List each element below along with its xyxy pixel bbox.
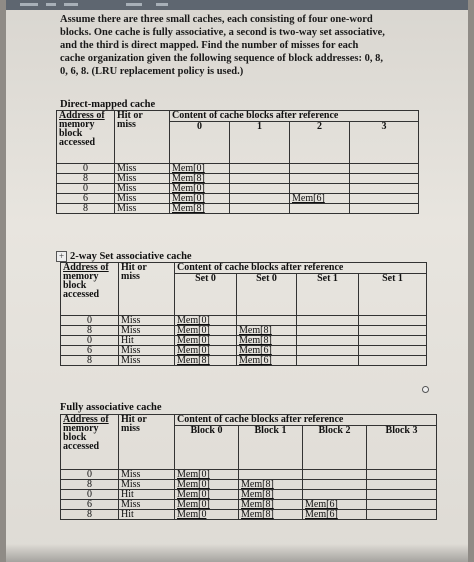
cache-block-cell <box>367 480 437 490</box>
column-label: Block 1 <box>239 426 303 470</box>
column-label: Block 0 <box>175 426 239 470</box>
header-line: accessed <box>63 441 100 452</box>
cache-block-cell <box>367 490 437 500</box>
top-toolbar <box>6 0 468 10</box>
toolbar-mark <box>20 3 38 6</box>
address-cell: 8 <box>61 480 119 490</box>
problem-line: cache organization given the following sequence of block addresses: 0, 8, <box>60 53 383 64</box>
move-handle-icon[interactable]: + <box>56 251 67 262</box>
cache-block-cell <box>297 316 359 326</box>
header-line: accessed <box>59 137 96 148</box>
address-cell: 0 <box>61 470 119 480</box>
header-line: miss <box>121 423 140 434</box>
header-line: Address of <box>63 414 109 425</box>
fully-associative-table <box>60 414 437 520</box>
resize-handle-icon[interactable] <box>422 386 429 393</box>
column-label: 1 <box>230 122 290 164</box>
cache-block-cell: Mem[6] <box>237 356 297 366</box>
column-label: Set 1 <box>359 274 427 316</box>
header-line: Address of <box>63 262 109 273</box>
cache-block-cell: Mem[6] <box>303 500 367 510</box>
cache-block-cell: Mem[0] <box>175 490 239 500</box>
header-line: miss <box>121 271 140 282</box>
address-header <box>57 111 115 164</box>
toolbar-mark <box>46 3 56 6</box>
header-line: Hit or <box>121 414 147 425</box>
header-line: block <box>63 432 87 443</box>
cache-block-cell: Mem[8] <box>237 336 297 346</box>
column-label: 2 <box>290 122 350 164</box>
content-header: Content of cache blocks after reference <box>170 111 419 122</box>
table-row <box>61 356 427 366</box>
table-row <box>61 490 437 500</box>
cache-block-cell: Mem[0] <box>175 326 237 336</box>
cache-block-cell <box>303 490 367 500</box>
address-cell: 8 <box>61 510 119 520</box>
cache-block-cell <box>290 164 350 174</box>
cache-block-cell: Mem[8] <box>239 480 303 490</box>
cache-block-cell: Mem[8] <box>239 490 303 500</box>
header-line: Address of <box>59 110 105 121</box>
hit-miss-cell: Miss <box>115 184 170 194</box>
cache-block-cell <box>290 174 350 184</box>
address-cell: 0 <box>61 490 119 500</box>
address-cell: 6 <box>61 500 119 510</box>
address-header <box>61 415 119 470</box>
column-label: Set 0 <box>175 274 237 316</box>
direct-mapped-caption: Direct-mapped cache <box>60 99 156 110</box>
hit-miss-cell: Hit <box>119 510 175 520</box>
cache-block-cell <box>297 336 359 346</box>
cache-block-cell <box>230 194 290 204</box>
table-row <box>57 184 419 194</box>
toolbar-mark <box>64 3 78 6</box>
address-cell: 0 <box>57 184 115 194</box>
cache-block-cell <box>230 184 290 194</box>
cache-block-cell: Mem[0] <box>170 194 230 204</box>
fully-associative-caption: Fully associative cache <box>60 402 162 413</box>
hit-miss-cell: Miss <box>119 316 175 326</box>
cache-block-cell <box>367 510 437 520</box>
column-label: Set 0 <box>237 274 297 316</box>
cache-block-cell <box>359 336 427 346</box>
cache-block-cell: Mem[8] <box>239 500 303 510</box>
cache-block-cell <box>290 184 350 194</box>
problem-line: blocks. One cache is fully associative, a second is two-way set associative, <box>60 27 385 38</box>
header-line: miss <box>117 119 136 130</box>
column-label: 3 <box>350 122 419 164</box>
cache-block-cell <box>303 470 367 480</box>
table-row <box>57 164 419 174</box>
cache-block-cell: Mem[8] <box>170 204 230 214</box>
table-row <box>61 316 427 326</box>
cache-block-cell: Mem[0] <box>175 480 239 490</box>
header-line: Hit or <box>117 110 143 121</box>
table-row <box>61 510 437 520</box>
problem-line: Assume there are three small caches, each consisting of four one-word <box>60 14 373 25</box>
cache-block-cell <box>239 470 303 480</box>
column-label: 0 <box>170 122 230 164</box>
cache-block-cell: Mem[8] <box>170 174 230 184</box>
address-cell: 8 <box>57 174 115 184</box>
direct-mapped-table <box>56 110 419 214</box>
table-row <box>61 500 437 510</box>
cache-block-cell: Mem[0] <box>175 346 237 356</box>
address-cell: 0 <box>57 164 115 174</box>
cache-block-cell <box>359 326 427 336</box>
cache-block-cell <box>297 356 359 366</box>
address-header <box>61 263 119 316</box>
address-cell: 6 <box>61 346 119 356</box>
cache-block-cell <box>230 204 290 214</box>
hit-miss-cell: Miss <box>115 164 170 174</box>
cache-block-cell: Mem[8] <box>175 356 237 366</box>
problem-line: and the third is direct mapped. Find the number of misses for each <box>60 40 359 51</box>
cache-block-cell <box>359 356 427 366</box>
cache-block-cell <box>303 480 367 490</box>
table-body <box>61 470 437 520</box>
table-row <box>57 194 419 204</box>
table-row <box>61 336 427 346</box>
toolbar-mark <box>156 3 168 6</box>
table-row <box>61 470 437 480</box>
header-line: Hit or <box>121 262 147 273</box>
hit-miss-cell: Miss <box>115 204 170 214</box>
address-cell: 0 <box>61 316 119 326</box>
address-cell: 6 <box>57 194 115 204</box>
cache-block-cell <box>230 174 290 184</box>
header-line: memory <box>63 271 99 282</box>
hit-miss-cell: Miss <box>119 470 175 480</box>
cache-block-cell <box>367 470 437 480</box>
cache-block-cell: Mem[8] <box>239 510 303 520</box>
cache-block-cell: Mem[0] <box>175 336 237 346</box>
cache-block-cell: Mem[0 <box>175 510 239 520</box>
photo-shadow <box>6 544 468 562</box>
problem-line: 0, 6, 8. (LRU replacement policy is used.) <box>60 66 244 77</box>
toolbar-mark <box>126 3 142 6</box>
header-line: accessed <box>63 289 100 300</box>
cache-block-cell <box>230 164 290 174</box>
cache-block-cell <box>350 194 419 204</box>
header-line: memory <box>59 119 95 130</box>
cache-block-cell: Mem[0] <box>170 184 230 194</box>
content-header: Content of cache blocks after reference <box>175 263 427 274</box>
content-header: Content of cache blocks after reference <box>175 415 437 426</box>
table-row <box>61 346 427 356</box>
cache-block-cell <box>367 500 437 510</box>
header-line: block <box>63 280 87 291</box>
header-line: block <box>59 128 83 139</box>
cache-block-cell <box>237 316 297 326</box>
hit-miss-cell: Miss <box>119 356 175 366</box>
cache-block-cell <box>359 316 427 326</box>
hit-miss-cell: Hit <box>119 336 175 346</box>
hit-miss-cell: Miss <box>115 194 170 204</box>
cache-block-cell: Mem[0] <box>175 470 239 480</box>
header-row <box>57 111 419 122</box>
cache-block-cell: Mem[6] <box>290 194 350 204</box>
column-label: Block 3 <box>367 426 437 470</box>
cache-block-cell <box>297 326 359 336</box>
cache-block-cell: Mem[6] <box>303 510 367 520</box>
table-body <box>61 316 427 366</box>
hit-miss-header <box>119 263 175 316</box>
cache-block-cell: Mem[0] <box>175 500 239 510</box>
hit-miss-cell: Miss <box>119 326 175 336</box>
column-label: Set 1 <box>297 274 359 316</box>
header-row <box>61 415 437 426</box>
table-row <box>61 326 427 336</box>
cache-block-cell <box>350 174 419 184</box>
table-body <box>57 164 419 214</box>
address-cell: 0 <box>61 336 119 346</box>
header-line: memory <box>63 423 99 434</box>
address-cell: 8 <box>61 356 119 366</box>
cache-block-cell <box>359 346 427 356</box>
cache-block-cell: Mem[8] <box>237 326 297 336</box>
two-way-caption: 2-way Set associative cache <box>70 251 192 262</box>
hit-miss-cell: Hit <box>119 490 175 500</box>
hit-miss-cell: Miss <box>115 174 170 184</box>
cache-block-cell: Mem[0] <box>170 164 230 174</box>
hit-miss-cell: Miss <box>119 500 175 510</box>
document-page <box>6 0 468 562</box>
problem-statement <box>60 13 430 78</box>
address-cell: 8 <box>57 204 115 214</box>
cache-block-cell <box>350 164 419 174</box>
cache-block-cell: Mem[6] <box>237 346 297 356</box>
column-label: Block 2 <box>303 426 367 470</box>
cache-block-cell <box>290 204 350 214</box>
two-way-table <box>60 262 427 366</box>
table-row <box>61 480 437 490</box>
table-row <box>57 204 419 214</box>
cache-block-cell <box>350 184 419 194</box>
header-row <box>61 263 427 274</box>
table-row <box>57 174 419 184</box>
cache-block-cell <box>297 346 359 356</box>
address-cell: 8 <box>61 326 119 336</box>
hit-miss-header <box>115 111 170 164</box>
cache-block-cell <box>350 204 419 214</box>
hit-miss-cell: Miss <box>119 346 175 356</box>
hit-miss-cell: Miss <box>119 480 175 490</box>
hit-miss-header <box>119 415 175 470</box>
cache-block-cell: Mem[0] <box>175 316 237 326</box>
